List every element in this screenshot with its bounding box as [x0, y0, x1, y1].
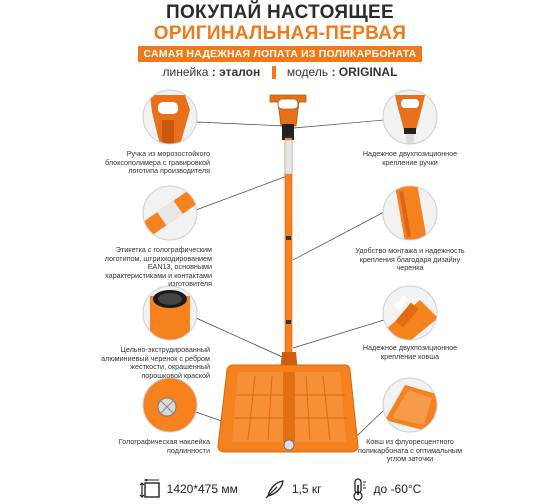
model-value: : ORIGINAL	[331, 65, 398, 79]
shovel-blade	[218, 365, 358, 452]
page-title: ПОКУПАЙ НАСТОЯЩЕЕ	[166, 2, 394, 23]
line-label: линейка	[162, 65, 209, 79]
specs-row	[0, 474, 560, 504]
callout-handle-grip: Ручка из морозостойкого блоксополимера с гравировкой логотипа производителя	[105, 149, 210, 176]
detail-circle-grip	[143, 90, 197, 150]
spec-size-value: 1420*475 мм	[166, 482, 238, 496]
banner: САМАЯ НАДЕЖНАЯ ЛОПАТА ИЗ ПОЛИКАРБОНАТА	[138, 46, 423, 62]
feather-icon	[264, 478, 286, 500]
spec-size	[139, 479, 238, 499]
page-subtitle: ОРИГИНАЛЬНАЯ-ПЕРВАЯ	[153, 23, 407, 44]
thermometer-icon	[348, 477, 368, 501]
line-value: : эталон	[211, 65, 261, 79]
spec-weight-value: 1,5 кг	[291, 482, 322, 496]
callout-easy-mount: Удобство монтажа и надежность крепления благодаря дизайну черенка	[355, 246, 465, 273]
detail-circle-blade	[383, 378, 440, 432]
detail-circle-sticker	[137, 186, 204, 240]
shaft-label	[285, 140, 292, 174]
detail-circle-blade-mount	[383, 286, 438, 345]
spec-weight	[264, 478, 322, 500]
dimensions-icon	[139, 479, 161, 499]
callout-blade-mount: Надежное двухпозиционное крепление ковша	[362, 343, 458, 361]
callout-handle-mount: Надежное двухпозиционное крепление ручки	[362, 149, 458, 167]
callout-blade: Ковш из флуоресцентного поликарбоната с оптимальным углом заточки	[357, 437, 463, 464]
callout-hologram: Голографическая наклейка подлинности	[118, 437, 210, 455]
detail-circle-shaft	[143, 286, 197, 346]
spec-temperature	[348, 477, 422, 501]
detail-circle-handle-mount	[383, 90, 437, 154]
callout-label-sticker: Этикетка с голографическим логотипом, штрихкодированием EAN13, основными характеристиками и контактами изготовителя	[104, 245, 212, 289]
handle-grip	[270, 95, 306, 140]
detail-circle-easy-mount	[383, 184, 437, 241]
callout-shaft: Цельно-экструдированный алюминиевый черенок с ребром жесткости, окрашенный порошковой краской	[101, 345, 210, 380]
detail-circle-hologram	[140, 378, 200, 434]
spec-temperature-value: до -60°С	[373, 482, 422, 496]
model-label: модель	[286, 65, 329, 79]
